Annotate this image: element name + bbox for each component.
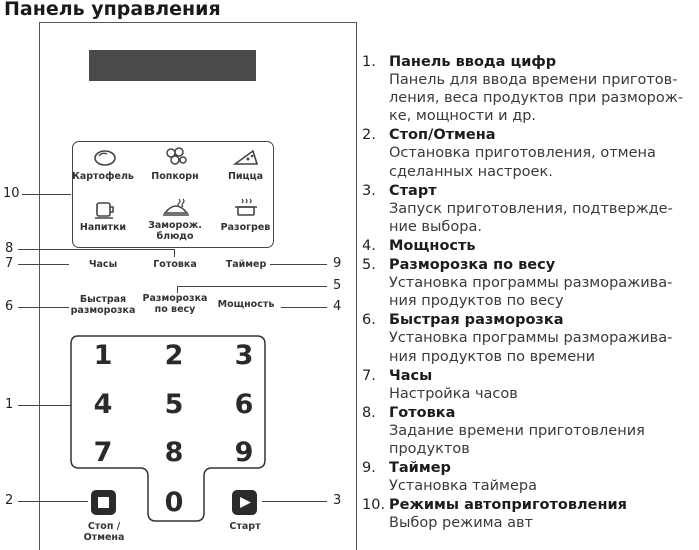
frozen-label-line2: блюдо (156, 231, 194, 242)
callout-line-1 (18, 405, 71, 406)
weight-defrost-line1: Разморозка (142, 293, 208, 304)
stop-label-line1: Стоп / (87, 521, 121, 532)
legend-number: 2. (362, 127, 376, 144)
legend-heading: Старт (389, 182, 437, 199)
key-1[interactable]: 1 (93, 340, 113, 371)
key-0[interactable]: 0 (164, 487, 184, 518)
page-title: Панель управления (4, 0, 221, 20)
callout-line-7 (18, 264, 69, 265)
legend-number: 4. (362, 238, 376, 254)
stop-button-label (74, 521, 134, 543)
legend-heading: Режимы автоприготовления (389, 497, 627, 514)
weight-defrost-button[interactable] (141, 293, 209, 315)
callout-10: 10 (3, 186, 20, 201)
legend-number: 9. (362, 460, 376, 477)
legend-description: Выбор режима авт (389, 515, 533, 532)
callout-line-3 (262, 501, 327, 502)
legend-description: Запуск приготовления, подтвержде- (389, 200, 673, 217)
pizza-icon (231, 147, 261, 172)
start-button[interactable] (232, 490, 257, 515)
callout-8: 8 (5, 241, 14, 256)
legend-number: 1. (362, 54, 376, 70)
legend-description: продуктов (389, 441, 470, 458)
callout-2: 2 (5, 493, 14, 508)
auto-mode-reheat-label[interactable]: Разогрев (220, 222, 271, 233)
quick-defrost-line1: Быстрая (79, 294, 127, 305)
legend-heading: Разморозка по весу (389, 257, 556, 274)
power-button[interactable]: Мощность (217, 299, 275, 310)
timer-button[interactable]: Таймер (225, 259, 267, 270)
callout-line-6 (18, 307, 69, 308)
legend-description: Задание времени приготовления (389, 422, 645, 439)
callout-line-5 (177, 286, 327, 287)
callout-line-2 (18, 501, 88, 502)
legend-number: 10. (362, 497, 386, 514)
start-button-label: Старт (229, 521, 261, 532)
callout-line-9 (270, 264, 327, 265)
legend-number: 7. (362, 367, 376, 384)
legend-description: ния продуктов по весу (389, 293, 564, 310)
callout-1: 1 (5, 397, 14, 412)
key-7[interactable]: 7 (93, 437, 113, 468)
auto-mode-drinks-label[interactable]: Напитки (79, 222, 127, 233)
legend-description: ления, веса продуктов при разморож- (389, 90, 684, 107)
clock-button[interactable]: Часы (88, 259, 118, 270)
key-2[interactable]: 2 (164, 340, 184, 371)
legend-description: Установка программы разморажива- (389, 275, 673, 292)
key-9[interactable]: 9 (234, 437, 254, 468)
display-screen (89, 50, 256, 81)
legend-description: ке, мощности и др. (389, 108, 537, 125)
key-4[interactable]: 4 (93, 389, 113, 420)
legend-description: ние выбора. (389, 218, 482, 235)
auto-mode-pizza-label[interactable]: Пицца (227, 171, 264, 182)
auto-mode-potato-label[interactable]: Картофель (72, 171, 134, 182)
legend-description: Установка таймера (389, 478, 537, 495)
legend-heading: Панель ввода цифр (389, 54, 557, 70)
legend-description: Остановка приготовления, отмена (389, 145, 656, 162)
legend-heading: Часы (389, 367, 433, 384)
stop-button[interactable] (91, 490, 116, 515)
play-icon (239, 496, 252, 509)
callout-7: 7 (5, 256, 14, 271)
weight-defrost-line2: по весу (154, 304, 196, 315)
legend-number: 6. (362, 312, 376, 329)
legend-description: Панель для ввода времени приготов- (389, 72, 678, 89)
legend-heading: Быстрая разморозка (389, 312, 564, 329)
legend-description: Установка программы разморажива- (389, 330, 673, 347)
legend-number: 8. (362, 404, 376, 421)
quick-defrost-line2: разморозка (70, 305, 136, 316)
callout-6: 6 (5, 299, 14, 314)
legend-heading: Стоп/Отмена (389, 127, 496, 144)
callout-line-5-tick (177, 286, 178, 293)
stop-icon (98, 497, 109, 508)
legend-description: сделанных настроек. (389, 163, 553, 180)
key-3[interactable]: 3 (234, 340, 254, 371)
callout-4: 4 (333, 299, 342, 314)
legend-heading: Мощность (389, 238, 476, 254)
ready-button[interactable]: Готовка (153, 259, 197, 270)
frozen-label-line1: Заморож. (148, 220, 202, 231)
callout-line-8 (18, 249, 174, 250)
callout-3: 3 (333, 493, 342, 508)
legend-description: Настройка часов (389, 385, 518, 402)
callout-5: 5 (333, 278, 342, 293)
callout-9: 9 (333, 256, 342, 271)
pot-icon (231, 197, 261, 224)
legend-heading: Таймер (389, 460, 451, 477)
legend-heading: Готовка (389, 404, 456, 421)
auto-mode-frozen-label[interactable] (145, 220, 205, 242)
potato-icon (90, 148, 120, 171)
key-8[interactable]: 8 (164, 437, 184, 468)
legend-number: 3. (362, 182, 376, 199)
legend-description: ния продуктов по времени (389, 348, 596, 365)
callout-line-10 (22, 194, 71, 195)
callout-line-8-tick (174, 249, 175, 257)
auto-mode-popcorn-label[interactable]: Попкорн (151, 171, 199, 182)
stop-label-line2: Отмена (83, 532, 125, 543)
quick-defrost-button[interactable] (70, 294, 136, 316)
popcorn-icon (161, 146, 191, 173)
key-6[interactable]: 6 (234, 389, 254, 420)
key-5[interactable]: 5 (164, 389, 184, 420)
callout-line-4 (281, 307, 327, 308)
legend-number: 5. (362, 257, 376, 274)
